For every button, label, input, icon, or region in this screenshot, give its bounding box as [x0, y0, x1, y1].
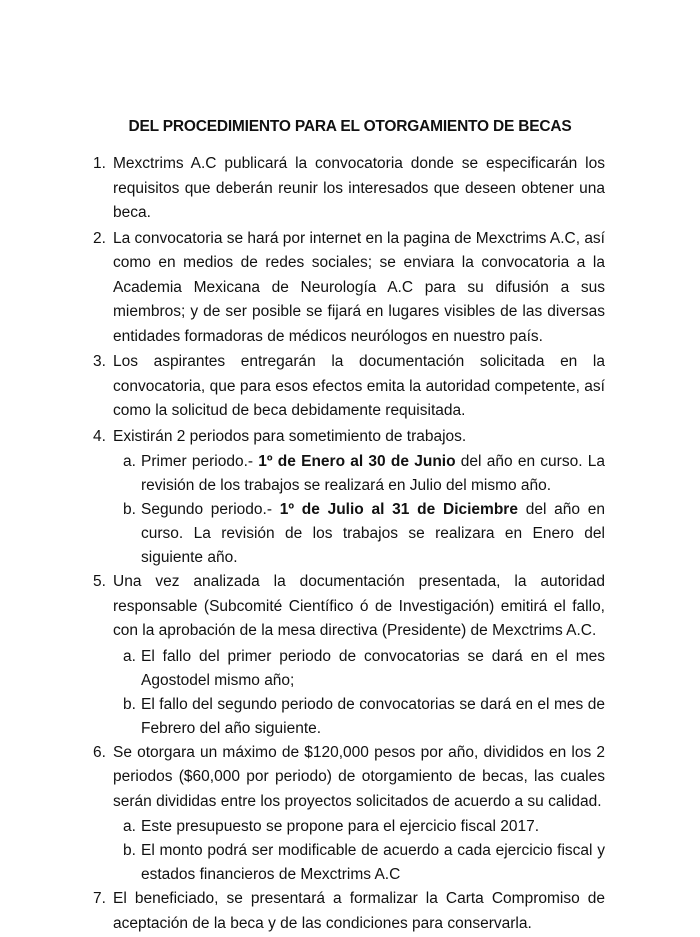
item-text: La convocatoria se hará por internet en la pagina de Mexctrims A.C, así como en medios de redes sociales; se enviara la convocatoria a la Academia Mexicana de Neurología A.C para su difusión a sus miembros; y de ser posible se fijará en lugares visibles de las diversas entidades formadoras de médicos neurólogos en nuestro país. [113, 229, 605, 345]
sub-item-text: Este presupuesto se propone para el ejercicio fiscal 2017. [141, 818, 540, 835]
list-item [93, 741, 605, 815]
list-item [93, 425, 605, 450]
sub-item-letter: a. [123, 647, 136, 665]
item-number: 4. [93, 427, 106, 445]
list-item [93, 152, 605, 226]
sub-item-text-continued: del año en curso. La revisión de los trabajos se realizara en Enero del siguiente año. [141, 501, 605, 566]
item-number: 5. [93, 573, 106, 590]
item-number: 7. [93, 890, 106, 907]
list-item [93, 227, 605, 350]
sub-item-text: El fallo del segundo periodo de convocatorias se dará en el mes de Febrero del año siguiente. [141, 695, 605, 737]
procedure-list [93, 152, 605, 937]
sub-item-letter: a. [123, 818, 136, 835]
item-text: Los aspirantes entregarán la documentación solicitada en la convocatoria, que para esos efectos emita la autoridad competente, así como la solicitud de beca debidamente requisitada. [113, 353, 605, 419]
list-item [93, 570, 605, 644]
sub-item-text: El monto podrá ser modificable de acuerdo a cada ejercicio fiscal y estados financieros de Mexctrims A.C [141, 842, 605, 883]
item-text: El beneficiado, se presentará a formalizar la Carta Compromiso de aceptación de la beca y de las condiciones para conservarla. [113, 890, 605, 932]
sub-item-letter: b. [123, 842, 136, 859]
item-number: 3. [93, 353, 106, 370]
sub-item-letter: b. [123, 501, 136, 518]
sub-item-date-range: 1º de Julio al 31 de Diciembre [279, 501, 518, 518]
sub-item [123, 815, 605, 839]
sub-item [123, 450, 605, 498]
sub-item [123, 498, 605, 570]
sub-item-letter: b. [123, 695, 136, 713]
sub-item [123, 839, 605, 887]
item-number: 6. [93, 743, 106, 761]
sub-item-text-continued: del año en curso. La revisión de los trabajos se realizará en Julio del mismo año. [141, 453, 605, 494]
list-item [93, 350, 605, 424]
item-text: Mexctrims A.C publicará la convocatoria donde se especificarán los requisitos que deberán reunir los interesados que deseen obtener una beca. [113, 155, 605, 221]
item-text: Una vez analizada la documentación presentada, la autoridad responsable (Subcomité Científico ó de Investigación) emitirá el fallo, con la aprobación de la mesa directiva (Presidente) de Mexctrims A.C. [113, 573, 605, 639]
sub-item-text: Primer periodo.- [141, 453, 259, 470]
sub-item-letter: a. [123, 453, 136, 470]
sub-item-date-range: 1º de Enero al 30 de Junio [258, 453, 456, 470]
item-text: Se otorgara un máximo de $120,000 pesos por año, divididos en los 2 periodos ($60,000 por periodo) de otorgamiento de becas, las cuales serán divididas entre los proyectos solicitados de acuerdo a su calidad. [113, 743, 605, 810]
document-title: DEL PROCEDIMIENTO PARA EL OTORGAMIENTO DE BECAS [128, 118, 572, 135]
item-text: Existirán 2 periodos para sometimiento de trabajos. [113, 427, 467, 445]
sub-item-text: El fallo del primer periodo de convocatorias se dará en el mes Agostodel mismo año; [141, 647, 605, 689]
item-number: 2. [93, 229, 106, 247]
sub-item [123, 693, 605, 741]
sub-item [123, 645, 605, 693]
sub-item-text: Segundo periodo.- [141, 501, 280, 518]
list-item [93, 887, 605, 936]
item-number: 1. [93, 155, 106, 172]
